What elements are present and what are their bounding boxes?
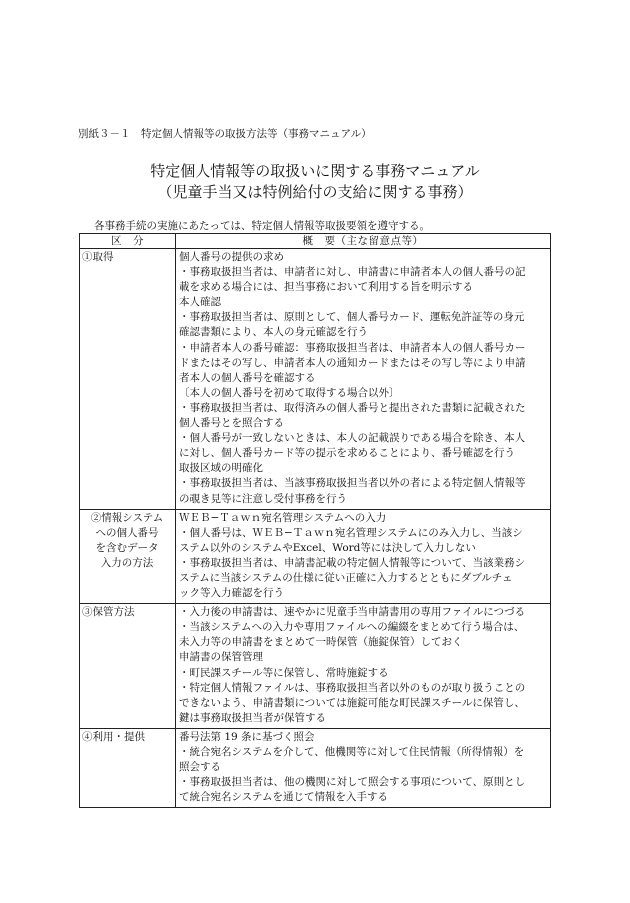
content-line: ・町民課スチール等に保管し、常時施錠する (179, 666, 389, 679)
content-line: 〔本人の個人番号を初めて取得する場合以外〕 (179, 386, 400, 399)
table-row (80, 249, 551, 510)
row-label-line: への個人番号 (95, 526, 159, 539)
content-line: ・事務取扱担当者は、原則として、個人番号カード、運転免許証等の身元 (179, 311, 525, 324)
content-line: ・申請者本人の番号確認：事務取扱担当者は、申請者本人の個人番号カー (179, 341, 526, 354)
content-line: ・入力後の申請書は、速やかに児童手当申請書用の専用ファイルにつづる (179, 606, 526, 619)
content-line: 申請書の保管管理 (179, 651, 263, 664)
table-row (80, 604, 551, 729)
row-label (80, 249, 176, 510)
content-line: ＷＥＢ−Ｔａｗｎ宛名管理システムへの入力 (179, 511, 387, 524)
content-line: 未入力等の申請書をまとめて一時保管（施錠保管）しておく (179, 636, 463, 649)
content-line: ・事務取扱担当者は、当該事務取扱担当者以外の者による特定個人情報等 (179, 477, 526, 490)
content-line: ドまたはその写し、申請者本人の通知カードまたはその写し等により申請 (179, 356, 526, 369)
row-content (176, 728, 551, 807)
table-row (80, 509, 551, 604)
content-line: できないよう、申請書類については施錠可能な町民課スチールに保管し、 (179, 696, 525, 709)
content-line: 番号法第 19 条に基づく照会 (179, 730, 315, 743)
content-line: の覗き見等に注意し受付事務を行う (179, 492, 347, 505)
row-label-line: ③保管方法 (82, 606, 135, 619)
content-line: ステム以外のシステムやExcel、Word等には決して入力しない (179, 541, 476, 554)
content-line: て統合宛名システムを通じて情報を入手する (179, 791, 388, 804)
content-line: ・事務取扱担当者は、申請者に対し、申請書に申請者本人の個人番号の記 (179, 266, 526, 279)
row-label-line: ④利用・提供 (82, 730, 145, 743)
content-line: 個人番号の提供の求め (179, 251, 284, 263)
content-line: ・事務取扱担当者は、取得済みの個人番号と提出された書類に記載された (179, 401, 526, 414)
table-header-row (80, 234, 551, 249)
row-label-line: を含むデータ (95, 541, 159, 554)
content-line: 鍵は事務取扱担当者が保管する (179, 711, 326, 724)
content-line: ・個人番号は、ＷＥＢ−Ｔａｗｎ宛名管理システムにのみ入力し、当該シ (179, 526, 523, 539)
row-content (176, 509, 551, 604)
row-label-line: ①取得 (82, 251, 114, 263)
content-line: 本人確認 (179, 296, 221, 309)
row-content (176, 249, 551, 510)
content-line: 照会する (179, 761, 221, 774)
content-line: ・事務取扱担当者は、申請書記載の特定個人情報等について、当該業務シ (179, 556, 526, 569)
content-line: 者本人の個人番号を確認する (179, 371, 316, 384)
procedure-table (79, 233, 551, 808)
document-subtitle: （児童手当又は特例給付の支給に関する事務） (157, 183, 473, 201)
content-line: ・当該システムへの入力や専用ファイルへの編綴をまとめて行う場合は、 (179, 621, 525, 634)
row-label (80, 728, 176, 807)
row-label (80, 509, 176, 604)
row-label (80, 604, 176, 729)
content-line: ・統合宛名システムを介して、他機関等に対して住民情報（所得情報）を (179, 746, 525, 758)
document-title: 特定個人情報等の取扱いに関する事務マニュアル (150, 162, 480, 180)
intro-text: 各事務手続の実施にあたっては、特定個人情報等取扱要領を遵守する。 (94, 220, 430, 232)
content-line: ・事務取扱担当者は、他の機関に対して照会する事項について、原則とし (179, 776, 526, 789)
header-note: 別紙３－１ 特定個人情報等の取扱方法等（事務マニュアル） (78, 128, 372, 140)
table-row (80, 728, 551, 807)
content-line: に対し、個人番号カード等の提示を求めることにより、番号確認を行う (179, 447, 515, 460)
content-line: ・特定個人情報ファイルは、事務取扱担当者以外のものが取り扱うことの (179, 681, 526, 694)
content-line: 取扱区域の明確化 (179, 462, 263, 475)
content-line: ック等入力確認を行う (179, 587, 284, 600)
row-content (176, 604, 551, 729)
row-label-line: 入力の方法 (100, 556, 154, 569)
content-line: 確認書類により、本人の身元確認を行う (179, 326, 368, 339)
row-label-line: ②情報システム (90, 511, 164, 524)
header-category: 区 分 (80, 234, 176, 249)
content-line: 載を求める場合には、担当事務において利用する旨を明示する (179, 281, 473, 294)
content-line: ステムに当該システムの仕様に従い正確に入力するとともにダブルチェ (179, 571, 513, 584)
content-line: 個人番号とを照合する (179, 417, 284, 430)
header-overview: 概 要（主な留意点等） (176, 234, 551, 249)
content-line: ・個人番号が一致しないときは、本人の記載誤りである場合を除き、本人 (179, 432, 526, 445)
